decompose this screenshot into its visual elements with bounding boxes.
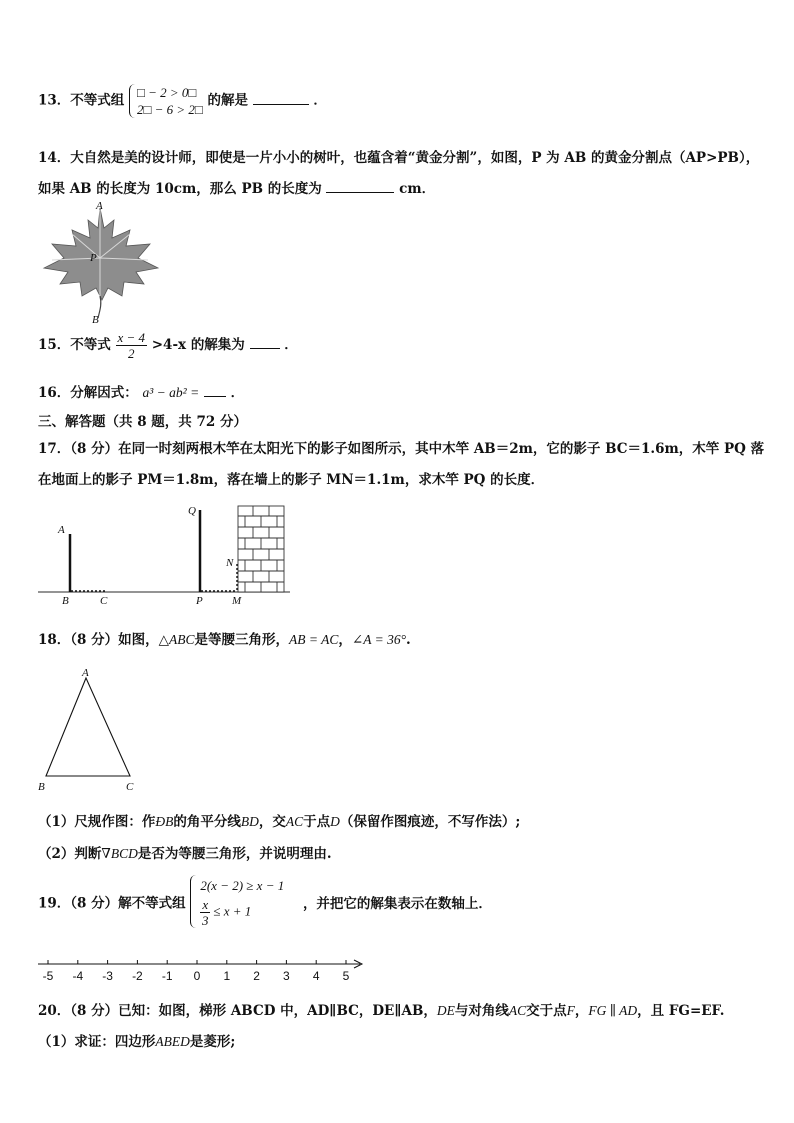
- q19-frac-num: x: [202, 897, 209, 912]
- question-14-line2: [38, 177, 435, 197]
- leaf-label-b: B: [92, 314, 99, 326]
- q20-ac: AC: [508, 1003, 527, 1018]
- q13-row1: □ − 2 > 0□: [137, 85, 197, 100]
- leaf-figure: [38, 200, 162, 326]
- question-20: [38, 999, 724, 1019]
- number-line-tick-label: 4: [312, 969, 320, 983]
- q18-triangle: △ABC: [158, 632, 195, 647]
- q18-sub1-ac: AC: [285, 814, 304, 829]
- q18-sub2-triangle: ∇BCD: [101, 846, 138, 861]
- number-line-tick-label: 0: [193, 969, 201, 983]
- q13-suffix: 的解是: [207, 92, 248, 109]
- q13-answer-blank: [253, 92, 309, 105]
- q20-pre: 20．（8 分）已知：如图，梯形 ABCD 中，AD∥BC，DE∥AB，: [38, 1003, 437, 1019]
- q15-end: ．: [284, 337, 298, 353]
- q15-frac-den: 2: [128, 346, 135, 361]
- q18-sub2-end: 是否为等腰三角形，并说明理由.: [137, 846, 332, 862]
- number-line-tick-label: -1: [161, 969, 173, 983]
- q18-sub2-pre: （2）判断: [38, 846, 102, 862]
- fig17-label-n: N: [226, 557, 234, 569]
- q20-f: F: [566, 1003, 575, 1018]
- q18-sub1-d: D: [330, 814, 340, 829]
- q20-sub1-end: 是菱形;: [189, 1034, 236, 1050]
- number-line: [38, 956, 368, 986]
- q18-sub1-angle: ÐB: [155, 814, 174, 829]
- q16-expression: a³ − ab² =: [142, 385, 200, 400]
- question-19: [38, 875, 492, 928]
- q18-sub1-mid3: 于点: [303, 814, 331, 830]
- q19-prefix: 19．（8 分）解不等式组: [38, 895, 186, 912]
- q18-sub1-pre: （1）尺规作图：作: [38, 814, 156, 830]
- number-line-tick-label: 1: [223, 969, 231, 983]
- q20-mid1: 与对角线: [454, 1003, 509, 1019]
- q15-mid: >4-x: [151, 337, 187, 353]
- q18-sep: ，: [338, 632, 352, 648]
- q19-frac-den: 3: [201, 913, 209, 928]
- number-line-tick-label: 5: [342, 969, 350, 983]
- q19-row2-rest: ≤ x + 1: [213, 903, 252, 919]
- leaf-label-p: P: [90, 252, 97, 264]
- question-13: [38, 84, 327, 118]
- question-18: [38, 628, 411, 648]
- question-17-line2: 在地面上的影子 PM＝1.8m，落在墙上的影子 MN＝1.1m，求木竿 PQ 的长度．: [38, 472, 545, 488]
- triangle-figure: [38, 664, 144, 794]
- number-line-tick-label: -5: [42, 969, 54, 983]
- section-3-title: 三、解答题（共 8 题，共 72 分）: [38, 414, 247, 430]
- question-18-part1: [38, 810, 520, 830]
- poles-shadow-figure: [38, 500, 290, 608]
- number-line-tick-label: -2: [132, 969, 143, 983]
- fig17-label-a: A: [58, 524, 65, 536]
- q15-fraction: [116, 330, 148, 361]
- q13-inequality-system: [129, 84, 203, 118]
- q15-answer-blank: [250, 336, 280, 349]
- brick-wall: [238, 506, 284, 592]
- fig18-label-a: A: [82, 667, 89, 679]
- q18-sub1-mid: 的角平分线: [173, 814, 241, 830]
- q19-inequality-system: [190, 875, 284, 928]
- q16-end: ．: [230, 385, 245, 401]
- q20-end: ，且 FG=EF.: [637, 1003, 725, 1019]
- fig17-label-q: Q: [188, 505, 196, 517]
- q14-line2-pre: 如果 AB 的长度为 10cm，那么 PB 的长度为: [38, 181, 322, 197]
- q18-prefix: 18．（8 分）如图，: [38, 632, 159, 648]
- question-20-part1: [38, 1030, 235, 1050]
- number-line-tick-label: 2: [253, 969, 260, 983]
- q15-prefix: 15．不等式: [38, 337, 111, 353]
- q15-suffix: 的解集为: [190, 337, 245, 353]
- leaf-label-a: A: [96, 200, 103, 212]
- fig17-label-c: C: [100, 595, 108, 607]
- q19-fraction: [200, 897, 210, 928]
- q14-line2-post: cm．: [399, 181, 436, 197]
- question-15: [38, 330, 298, 361]
- q20-abed: ABED: [155, 1034, 190, 1049]
- q19-suffix: ，并把它的解集表示在数轴上．: [302, 895, 492, 912]
- q18-eq1: AB = AC: [289, 632, 339, 647]
- triangle-abc: [46, 678, 130, 776]
- number-line-tick-label: -3: [102, 969, 113, 983]
- q13-prefix: 13．不等式组: [38, 92, 125, 109]
- fig17-label-m: M: [232, 595, 242, 607]
- q16-answer-blank: [204, 384, 226, 397]
- q20-mid2: 交于点: [526, 1003, 567, 1019]
- q18-sub1-mid2: ，交: [258, 814, 286, 830]
- number-line-tick-label: -4: [72, 969, 84, 983]
- q20-de: DE: [436, 1003, 455, 1018]
- question-16: [38, 381, 244, 401]
- q13-end: ．: [313, 92, 327, 109]
- question-17-line1: 17．（8 分）在同一时刻两根木竿在太阳光下的影子如图所示，其中木竿 AB＝2m，它的影子 BC＝1.6m，木竿 PQ 落: [38, 441, 765, 457]
- fig17-label-p: P: [196, 595, 203, 607]
- q14-answer-blank: [326, 180, 394, 193]
- q20-sep: ，: [574, 1003, 589, 1019]
- leaf-shape: [44, 208, 158, 300]
- q18-sub1-bd: BD: [240, 814, 259, 829]
- q19-row1: 2(x − 2) ≥ x − 1: [200, 878, 285, 893]
- number-line-tick-label: 3: [283, 969, 290, 983]
- q16-prefix: 16．分解因式：: [38, 385, 138, 401]
- q20-sub1-pre: （1）求证：四边形: [38, 1034, 156, 1050]
- question-14-line1: 14．大自然是美的设计师，即使是一片小小的树叶，也蕴含着“黄金分割”，如图，P 为 AB 的黄金分割点（AP>PB），: [38, 150, 760, 166]
- q19-row2: [200, 897, 284, 928]
- q18-eq2: ∠A = 36°: [351, 632, 406, 647]
- q15-frac-num: x − 4: [117, 330, 146, 345]
- fig17-label-b: B: [62, 595, 69, 607]
- fig18-label-b: B: [38, 781, 45, 793]
- q18-end: .: [405, 632, 411, 648]
- question-18-part2: [38, 842, 332, 862]
- q18-mid: 是等腰三角形，: [194, 632, 290, 648]
- q18-sub1-end: （保留作图痕迹，不写作法）;: [339, 814, 521, 830]
- q20-fg: FG ∥ AD: [588, 1003, 638, 1018]
- fig18-label-c: C: [126, 781, 134, 793]
- q13-row2: 2□ − 6 > 2□: [137, 102, 203, 117]
